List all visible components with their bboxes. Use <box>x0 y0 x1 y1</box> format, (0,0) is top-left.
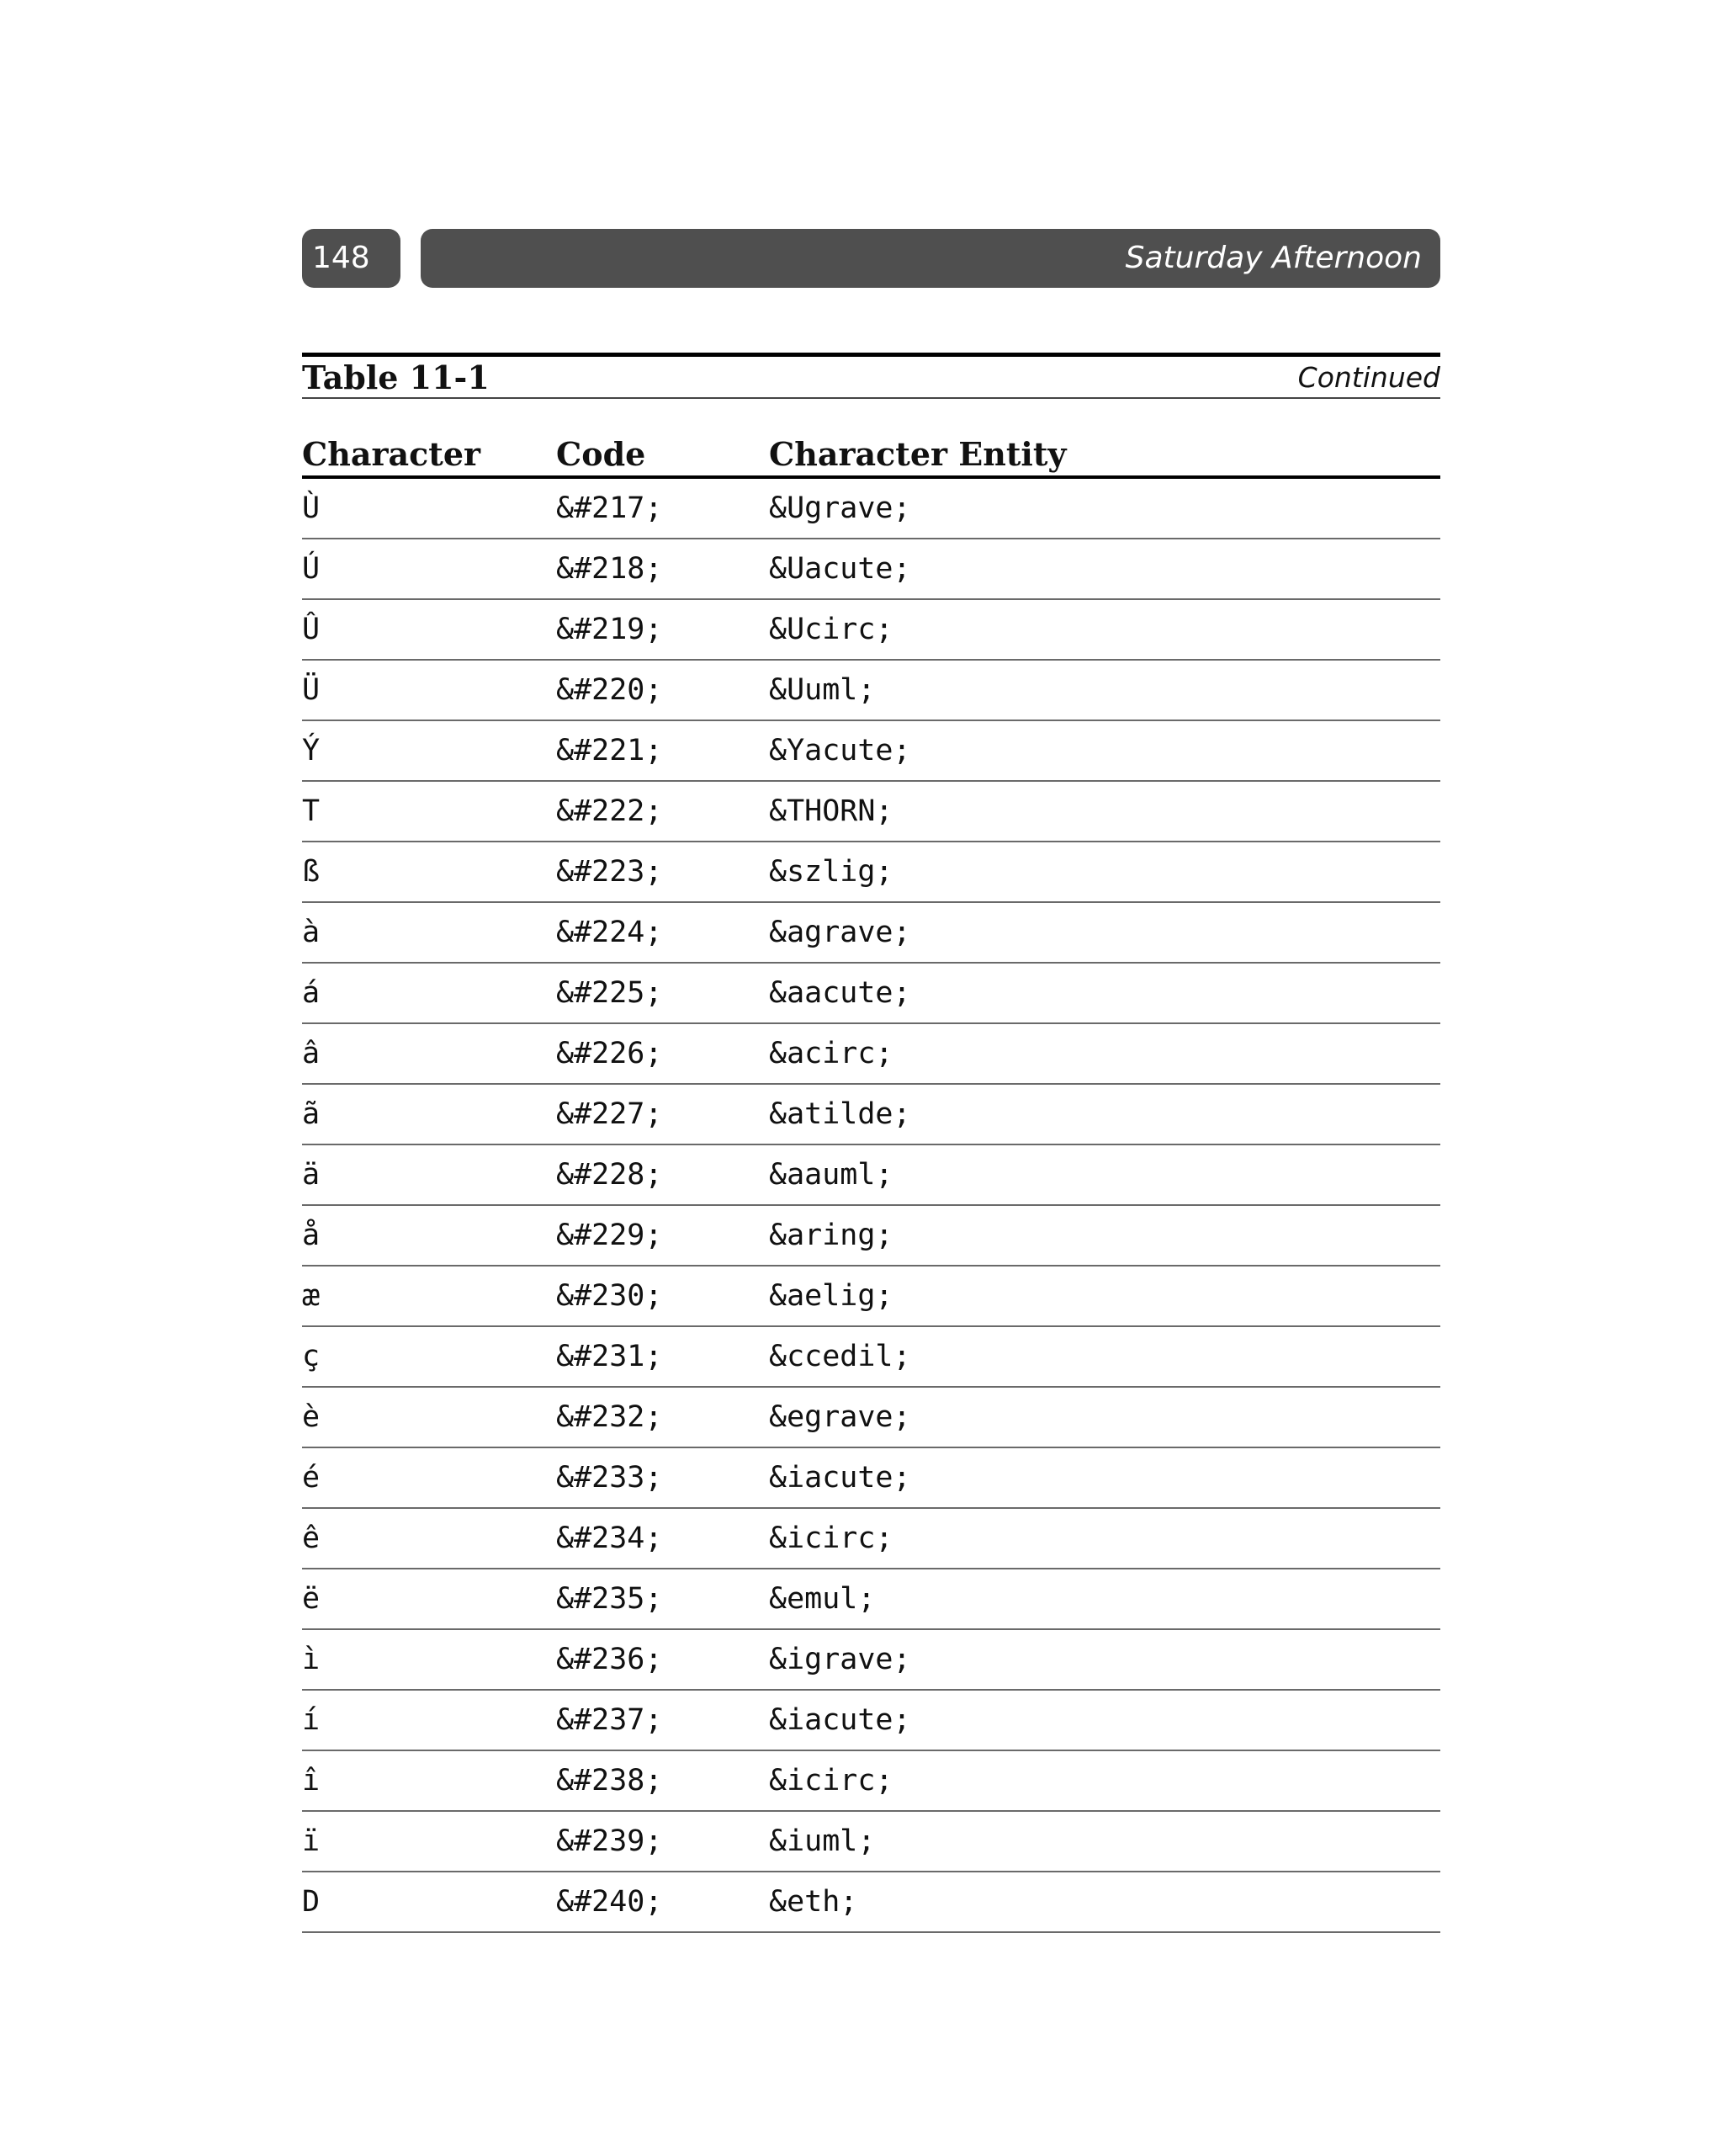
entity-cell: &iacute; <box>769 1703 911 1737</box>
code-cell: &#233; <box>556 1461 663 1495</box>
character-cell: æ <box>302 1279 321 1313</box>
character-cell: ß <box>302 855 321 889</box>
table-row <box>302 1085 1440 1145</box>
character-cell: î <box>302 1764 321 1798</box>
code-cell: &#226; <box>556 1037 663 1070</box>
table-row <box>302 903 1440 964</box>
entity-cell: &Ucirc; <box>769 613 893 646</box>
table-row <box>302 721 1440 782</box>
code-cell: &#221; <box>556 734 663 767</box>
entity-cell: &aacute; <box>769 976 911 1010</box>
character-cell: à <box>302 916 321 949</box>
entity-cell: &agrave; <box>769 916 911 949</box>
character-cell: Ù <box>302 491 321 525</box>
code-cell: &#227; <box>556 1097 663 1131</box>
entity-cell: &Yacute; <box>769 734 911 767</box>
code-cell: &#224; <box>556 916 663 949</box>
table-row <box>302 479 1440 539</box>
character-cell: Ý <box>302 734 321 767</box>
code-cell: &#225; <box>556 976 663 1010</box>
character-cell: é <box>302 1461 321 1495</box>
table-row <box>302 1569 1440 1630</box>
table-row <box>302 1630 1440 1691</box>
character-cell: å <box>302 1219 321 1252</box>
character-cell: ì <box>302 1643 321 1676</box>
code-cell: &#231; <box>556 1340 663 1373</box>
entity-cell: &acirc; <box>769 1037 893 1070</box>
table-row <box>302 964 1440 1024</box>
table-row <box>302 1024 1440 1085</box>
table-row <box>302 1206 1440 1267</box>
table-row <box>302 1267 1440 1327</box>
entity-cell: &Uuml; <box>769 673 876 707</box>
entity-cell: &icirc; <box>769 1764 893 1798</box>
entity-cell: &Uacute; <box>769 552 911 586</box>
character-cell: í <box>302 1703 321 1737</box>
entity-cell: &egrave; <box>769 1400 911 1434</box>
table-row <box>302 1509 1440 1569</box>
table-row <box>302 1327 1440 1388</box>
code-cell: &#240; <box>556 1885 663 1919</box>
table-title: Table 11-1 <box>302 358 490 396</box>
code-cell: &#223; <box>556 855 663 889</box>
character-cell: è <box>302 1400 321 1434</box>
entity-cell: &ccedil; <box>769 1340 911 1373</box>
character-cell: â <box>302 1037 321 1070</box>
entity-cell: &eth; <box>769 1885 858 1919</box>
running-header: Saturday Afternoon <box>421 229 1440 288</box>
table-row <box>302 1872 1440 1933</box>
code-cell: &#230; <box>556 1279 663 1313</box>
table-row <box>302 1448 1440 1509</box>
table-row <box>302 1691 1440 1751</box>
table-row <box>302 1812 1440 1872</box>
entity-cell: &Ugrave; <box>769 491 911 525</box>
code-cell: &#220; <box>556 673 663 707</box>
table-row <box>302 1388 1440 1448</box>
code-cell: &#217; <box>556 491 663 525</box>
entity-cell: &igrave; <box>769 1643 911 1676</box>
table-row <box>302 1145 1440 1206</box>
character-cell: ê <box>302 1521 321 1555</box>
entity-cell: &aring; <box>769 1219 893 1252</box>
table-row <box>302 842 1440 903</box>
character-cell: Û <box>302 613 321 646</box>
table-row <box>302 1751 1440 1812</box>
table-continued-label: Continued <box>1297 361 1440 394</box>
entity-cell: &aelig; <box>769 1279 893 1313</box>
table-row <box>302 539 1440 600</box>
character-cell: Ü <box>302 673 321 707</box>
table-title-rule <box>302 397 1440 399</box>
code-cell: &#229; <box>556 1219 663 1252</box>
code-cell: &#235; <box>556 1582 663 1616</box>
entity-cell: &atilde; <box>769 1097 911 1131</box>
code-cell: &#234; <box>556 1521 663 1555</box>
table-row <box>302 782 1440 842</box>
page-number: 148 <box>302 229 400 288</box>
code-cell: &#238; <box>556 1764 663 1798</box>
character-cell: D <box>302 1885 321 1919</box>
code-cell: &#222; <box>556 794 663 828</box>
character-cell: T <box>302 794 321 828</box>
table-row <box>302 600 1440 661</box>
code-cell: &#239; <box>556 1824 663 1858</box>
code-cell: &#232; <box>556 1400 663 1434</box>
entity-cell: &iacute; <box>769 1461 911 1495</box>
code-cell: &#237; <box>556 1703 663 1737</box>
character-cell: ç <box>302 1340 321 1373</box>
column-header-code: Code <box>556 435 646 473</box>
character-cell: ã <box>302 1097 321 1131</box>
column-header-character: Character <box>302 435 481 473</box>
entity-cell: &iuml; <box>769 1824 876 1858</box>
table-body <box>302 479 1440 1933</box>
code-cell: &#219; <box>556 613 663 646</box>
character-cell: ï <box>302 1824 321 1858</box>
code-cell: &#218; <box>556 552 663 586</box>
character-cell: ë <box>302 1582 321 1616</box>
character-cell: á <box>302 976 321 1010</box>
column-header-entity: Character Entity <box>769 435 1067 473</box>
character-cell: ä <box>302 1158 321 1192</box>
code-cell: &#236; <box>556 1643 663 1676</box>
character-cell: Ú <box>302 552 321 586</box>
entity-cell: &aauml; <box>769 1158 893 1192</box>
entity-cell: &THORN; <box>769 794 893 828</box>
entity-cell: &szlig; <box>769 855 893 889</box>
entity-cell: &icirc; <box>769 1521 893 1555</box>
code-cell: &#228; <box>556 1158 663 1192</box>
table-row <box>302 661 1440 721</box>
entity-cell: &emul; <box>769 1582 876 1616</box>
